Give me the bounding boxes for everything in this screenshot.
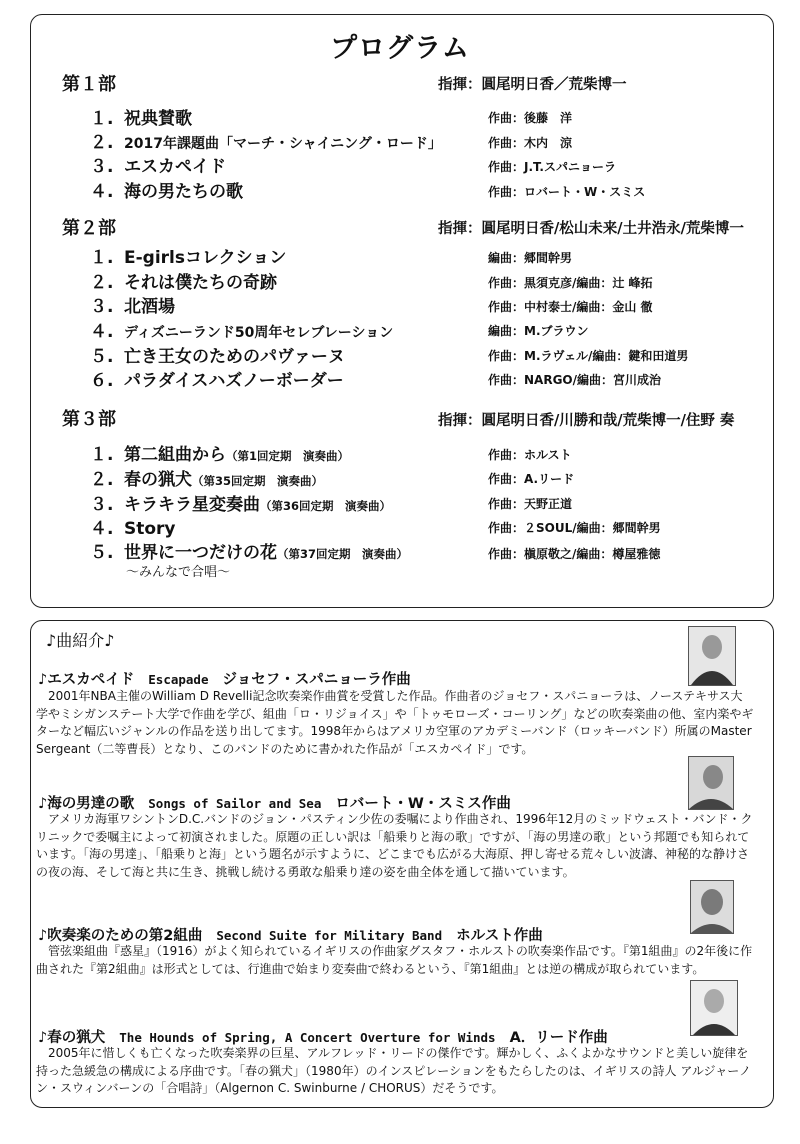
song-number: １. xyxy=(90,109,114,129)
song-title: それは僕たちの奇跡 xyxy=(124,273,277,293)
song-title: ディズニーランド50周年セレブレーション xyxy=(124,325,394,341)
song-item xyxy=(90,292,175,317)
notes-title: ♪曲紹介♪ xyxy=(46,631,115,650)
note-title-en: The Hounds of Spring, A Concert Overture for Winds xyxy=(119,1030,496,1045)
song-item xyxy=(90,177,243,202)
song-credit: 作曲：ホルスト xyxy=(488,448,572,462)
song-title: エスカペイド xyxy=(124,157,226,177)
song-number: ３. xyxy=(90,495,114,515)
song-title: 第二組曲から xyxy=(124,445,226,465)
note-body: 2001年NBA主催のWilliam D Revelli記念吹奏楽作曲賞を受賞した作品。作曲者のジョセフ・スパニョーラは、ノーステキサス大学やミシガンステート大学で作曲を学び、組曲「ロ・リジョイス」や「トゥモローズ・コーリング」などの吹奏楽曲の他、室内楽やギターなど幅広いジャンルの作品を送り出してます。1998年からはアメリカ空軍のアカデミーバンド（ロッキーバンド）所属のMaster Sergeant（二等曹長）となり、このバンドのために書かれた作品が「エスカペイド」です。 xyxy=(36,689,754,756)
song-item xyxy=(90,317,393,342)
program-title: プログラム xyxy=(330,33,470,64)
note-title-jp: ♪海の男達の歌 xyxy=(38,796,135,812)
song-item xyxy=(90,128,442,153)
note-title xyxy=(38,1026,608,1047)
song-credit: 作曲：後藤 洋 xyxy=(488,111,573,125)
note-title-en: Escapade xyxy=(148,672,209,687)
part-3-heading: 第３部 xyxy=(62,409,116,430)
composer-photo-holst xyxy=(690,880,734,934)
note-composer: ホルスト作曲 xyxy=(456,928,543,944)
song-credit: 作曲：ロバート・W・スミス xyxy=(488,185,646,199)
note-title-jp: ♪エスカペイド xyxy=(38,672,135,688)
song-item xyxy=(90,366,344,391)
composer-photo-spagnola xyxy=(688,626,736,686)
note-title-jp: ♪春の猟犬 xyxy=(38,1030,106,1046)
song-number: ４. xyxy=(90,182,114,202)
note-composer: ロバート・W・スミス作曲 xyxy=(335,796,511,812)
song-item xyxy=(90,243,286,268)
song-number: ５. xyxy=(90,347,114,367)
song-title: キラキラ星変奏曲 xyxy=(124,495,260,515)
song-credit: 編曲：M.ブラウン xyxy=(488,324,589,338)
part-3-conductor: 指揮：圓尾明日香/川勝和哉/荒柴博一/住野 奏 xyxy=(438,412,735,429)
note-composer: ジョセフ・スパニョーラ作曲 xyxy=(222,672,411,688)
part-1-conductor: 指揮：圓尾明日香／荒柴博一 xyxy=(438,76,627,93)
song-item xyxy=(90,465,323,490)
song-credit: 作曲：中村泰士/編曲：金山 徹 xyxy=(488,300,653,314)
note-title-jp: ♪吹奏楽のための第2組曲 xyxy=(38,928,203,944)
note-composer: A．リード作曲 xyxy=(509,1030,608,1046)
song-number: ３. xyxy=(90,157,114,177)
song-title: 2017年課題曲「マーチ・シャイニング・ロード」 xyxy=(124,136,442,152)
song-credit: 作曲：A.リード xyxy=(488,472,575,486)
song-credit: 作曲：M.ラヴェル/編曲：鍵和田道男 xyxy=(488,349,689,363)
song-item xyxy=(90,268,277,293)
song-title: Story xyxy=(124,519,176,539)
song-item xyxy=(90,514,176,539)
note-title-en: Songs of Sailor and Sea xyxy=(148,796,322,811)
song-item xyxy=(90,104,192,129)
note-title xyxy=(38,668,411,689)
song-credit: 作曲：木内 涼 xyxy=(488,136,573,150)
song-credit: 作曲：J.T.スパニョーラ xyxy=(488,160,616,174)
song-number: ２. xyxy=(90,273,114,293)
song-title: 祝典賛歌 xyxy=(124,109,192,129)
song-number: １. xyxy=(90,445,114,465)
song-credit: 作曲：NARGO/編曲：宮川成治 xyxy=(488,373,662,387)
composer-photo-reed xyxy=(690,980,738,1036)
song-number: ６. xyxy=(90,371,114,391)
note-title xyxy=(38,924,543,945)
song-number: ２. xyxy=(90,470,114,490)
song-number: ４. xyxy=(90,519,114,539)
song-title: 亡き王女のためのパヴァーヌ xyxy=(124,347,345,367)
note-body: 管弦楽組曲『惑星』（1916）がよく知られているイギリスの作曲家グスタフ・ホルストの吹奏楽作品です。『第1組曲』の2年後に作曲された『第2組曲』は形式としては、行進曲で始まり変奏曲で終わるという、『第1組曲』とは逆の構成が取られています。 xyxy=(36,944,753,976)
note-body: アメリカ海軍ワシントンD.C.バンドのジョン・パスティン少佐の委嘱により作曲され、1996年12月のミッドウェスト・バンド・クリニックで委嘱主によって初演されました。原題の正しい訳は「船乗りと海の歌」ですが、「海の男達の歌」という邦題でも知られています。「海の男達」、「船乗りと海」という題名が示すように、どこまでも広がる大海原、押し寄せる荒々しい波濤、神秘的な静けさの夜の海、そして海と共に生き、挑戦し続ける勇敢な船乗り達の姿を曲全体を通して描いています。 xyxy=(36,812,753,879)
song-title: 北酒場 xyxy=(124,297,175,317)
song-subtitle: ～みんなで合唱～ xyxy=(126,565,231,580)
song-title: 海の男たちの歌 xyxy=(124,182,243,202)
song-note: （第1回定期 演奏曲） xyxy=(226,449,350,463)
song-item xyxy=(90,440,349,465)
song-title: パラダイスハズノーボーダー xyxy=(124,371,344,391)
song-credit: 編曲：郷間幹男 xyxy=(488,251,573,265)
song-item xyxy=(90,490,391,515)
song-item xyxy=(90,538,408,563)
note-title-en: Second Suite for Military Band xyxy=(216,928,443,943)
song-credit: 作曲：黒須克彦/編曲：辻 峰拓 xyxy=(488,276,653,290)
part-2-conductor: 指揮：圓尾明日香/松山未来/土井浩永/荒柴博一 xyxy=(438,220,744,237)
song-credit: 作曲：２SOUL/編曲：郷間幹男 xyxy=(488,521,661,535)
song-title: E-girlsコレクション xyxy=(124,248,287,268)
song-item xyxy=(90,152,226,177)
part-2-heading: 第２部 xyxy=(62,218,116,239)
song-credit: 作曲：槇原敬之/編曲：樽屋雅徳 xyxy=(488,547,661,561)
song-number: ３. xyxy=(90,297,114,317)
composer-photo-smith xyxy=(688,756,734,810)
note-body: 2005年に惜しくも亡くなった吹奏楽界の巨星、アルフレッド・リードの傑作です。輝かしく、ふくよかなサウンドと美しい旋律を持った急緩急の構成による序曲です。「春の猟犬」（1980年）のインスピレーションをもたらしたのは、イギリスの詩人 アルジャーノン・スウィンバーンの「合唱詩」（Algernon C. Swinburne / CHORUS）だそうです。 xyxy=(36,1046,752,1095)
note-title xyxy=(38,792,511,813)
song-number: １. xyxy=(90,248,114,268)
song-item xyxy=(90,342,345,367)
song-number: ２. xyxy=(90,133,114,153)
song-note: （第36回定期 演奏曲） xyxy=(260,499,392,513)
song-number: ４. xyxy=(90,322,114,342)
song-number: ５. xyxy=(90,543,114,563)
song-credit: 作曲：天野正道 xyxy=(488,497,573,511)
song-note: （第35回定期 演奏曲） xyxy=(192,474,324,488)
part-1-heading: 第１部 xyxy=(62,74,116,95)
song-title: 春の猟犬 xyxy=(124,470,192,490)
song-note: （第37回定期 演奏曲） xyxy=(277,547,409,561)
song-title: 世界に一つだけの花 xyxy=(124,543,277,563)
